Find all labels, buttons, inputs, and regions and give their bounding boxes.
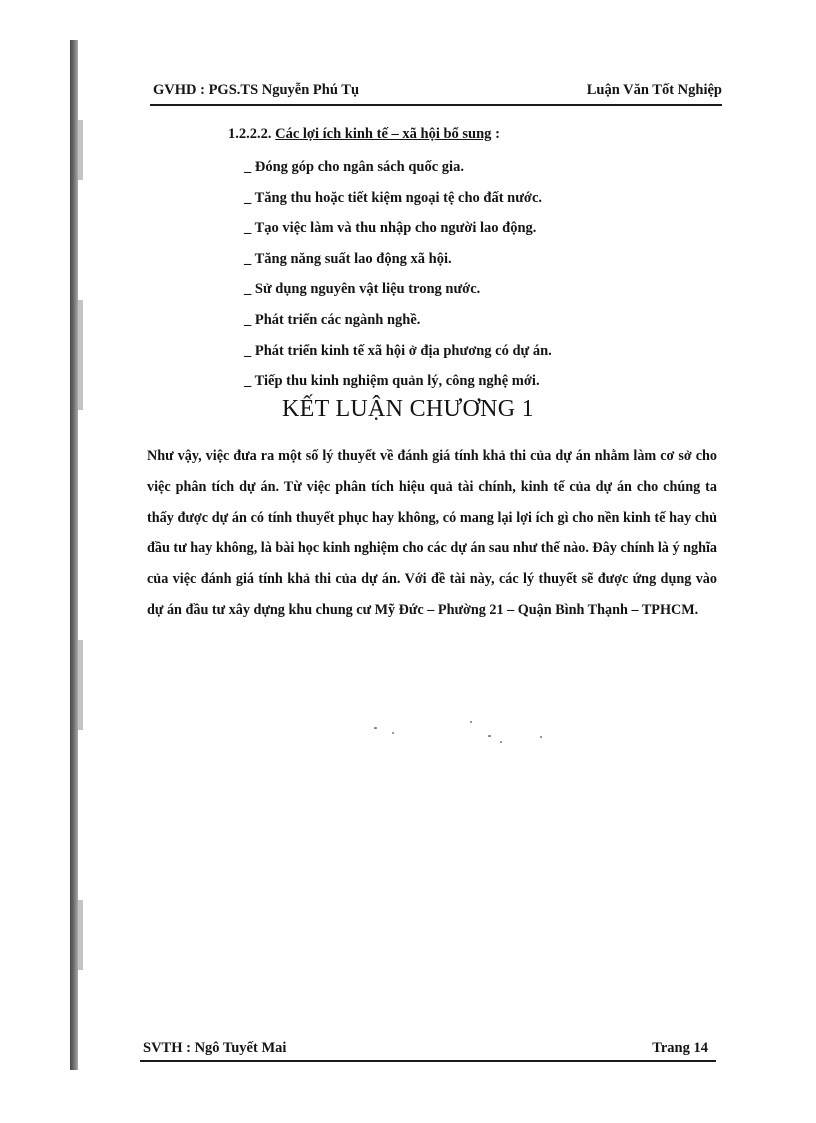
list-item: _ Phát triển các ngành nghề. [244, 311, 421, 328]
list-item: _ Tăng thu hoặc tiết kiệm ngoại tệ cho đất nước. [244, 189, 543, 206]
section-number: 1.2.2.2. [228, 126, 272, 142]
conclusion-paragraph: Như vậy, việc đưa ra một số lý thuyết về đánh giá tính khả thi của dự án nhằm làm cơ sở cho việc phân tích dự án. Từ việc phân tích hiệu quả tài chính, kinh tế của dự án cho chúng ta thấy được dự án có tính thuyết phục hay không, có mang lại lợi ích gì cho nền kinh tế hay chủ đầu tư hay không, là bài học kinh nghiệm cho các dự án sau như thế nào. Đây chính là ý nghĩa của việc đánh giá tính khả thi của dự án. Với đề tài này, các lý thuyết sẽ được ứng dụng vào dự án đầu tư xây dựng khu chung cư Mỹ Đức – Phường 21 – Quận Bình Thạnh – TPHCM. [147, 448, 717, 618]
header-advisor: GVHD : PGS.TS Nguyễn Phú Tụ [153, 82, 360, 98]
list-item: _ Tăng năng suất lao động xã hội. [244, 250, 452, 267]
list-item: _ Tiếp thu kinh nghiệm quản lý, công nghệ mới. [244, 373, 540, 390]
page-number: Trang 14 [652, 1040, 708, 1056]
scan-speck [540, 736, 542, 738]
list-item: _ Tạo việc làm và thu nhập cho người lao động. [244, 220, 537, 237]
list-item: _ Đóng góp cho ngân sách quốc gia. [244, 159, 464, 175]
benefits-list [244, 157, 552, 402]
scan-artifact [78, 900, 83, 970]
footer-student: SVTH : Ngô Tuyết Mai [143, 1040, 287, 1056]
scan-speck [392, 732, 394, 734]
scan-speck [374, 727, 377, 729]
scan-speck [500, 741, 502, 743]
scan-speck [488, 735, 491, 737]
chapter-conclusion-title: KẾT LUẬN CHƯƠNG 1 [282, 396, 534, 422]
page-footer [140, 1040, 716, 1062]
scan-artifact [78, 300, 83, 410]
scan-artifact [78, 120, 83, 180]
scan-artifact [78, 640, 83, 730]
scan-speck [470, 721, 472, 723]
section-title: Các lợi ích kinh tế – xã hội bổ sung [275, 126, 492, 142]
scan-edge-shadow [70, 40, 78, 1070]
page-header [150, 82, 722, 106]
section-suffix: : [491, 126, 500, 142]
header-document-type: Luận Văn Tốt Nghiệp [586, 82, 722, 98]
list-item: _ Phát triển kinh tế xã hội ở địa phương có dự án. [244, 342, 552, 359]
list-item: _ Sử dụng nguyên vật liệu trong nước. [244, 281, 481, 298]
section-heading [228, 126, 500, 143]
